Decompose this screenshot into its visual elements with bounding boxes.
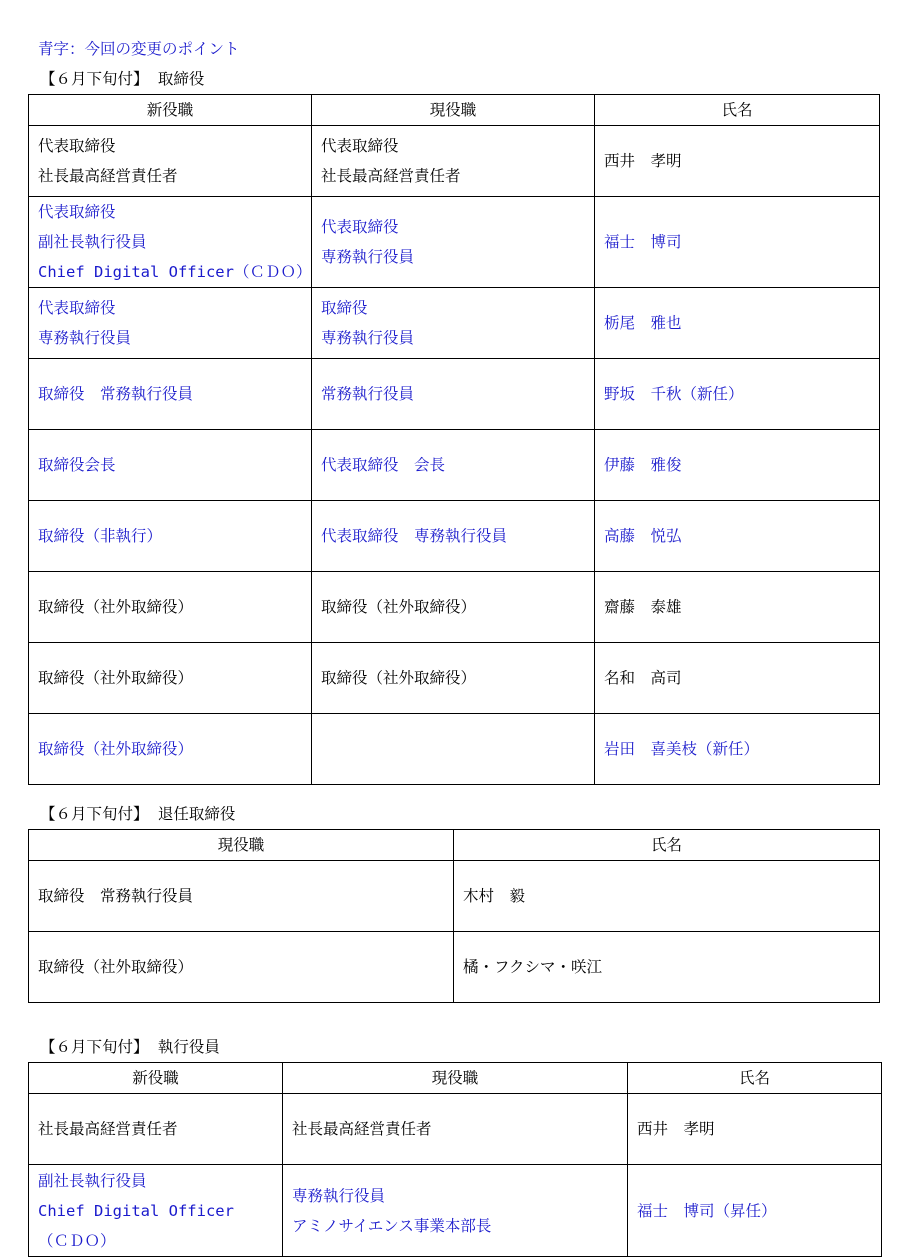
new-position-cell: [29, 501, 312, 572]
new-position-cell: [29, 643, 312, 714]
current-position-cell-line: 専務執行役員: [321, 248, 415, 266]
new-position-cell-line: 取締役会長: [38, 456, 116, 474]
name-cell-line: 齋藤 泰雄: [604, 598, 682, 616]
table-row: [29, 861, 880, 932]
new-position-cell-line: Chief Digital Officer（ＣＤＯ）: [38, 263, 312, 281]
current-position-cell: [312, 714, 595, 785]
board-heading: 【６月下旬付】 取締役: [40, 70, 205, 88]
current-position-cell: [312, 126, 595, 197]
current-position-cell-line: 代表取締役 専務執行役員: [321, 527, 508, 545]
new-position-cell-line: 取締役（非執行）: [38, 527, 163, 545]
name-cell: [595, 714, 880, 785]
retiring-header-row: [29, 830, 880, 861]
retiring-heading: 【６月下旬付】 退任取締役: [40, 805, 236, 823]
current-position-cell-line: 代表取締役: [321, 137, 399, 155]
new-position-cell-line: 副社長執行役員: [38, 1171, 147, 1190]
new-position-cell: [29, 288, 312, 359]
name-cell-line: 野坂 千秋（新任）: [604, 385, 744, 403]
name-cell-line: 栃尾 雅也: [604, 314, 682, 332]
header-current-position: 現役職: [312, 95, 595, 126]
current-position-cell: [29, 932, 454, 1003]
name-cell: [628, 1165, 882, 1257]
new-position-cell-line: 取締役（社外取締役）: [38, 740, 194, 758]
officers-table: [28, 1062, 882, 1257]
name-cell: [595, 197, 880, 288]
current-position-cell-line: 常務執行役員: [321, 385, 415, 403]
new-position-cell-line: Chief Digital Officer: [38, 1201, 234, 1220]
name-cell: [595, 572, 880, 643]
table-row: [29, 1165, 882, 1257]
officers-header-row: [29, 1063, 882, 1094]
current-position-cell: [312, 288, 595, 359]
name-cell-line: 福士 博司: [604, 233, 682, 251]
table-row: [29, 359, 880, 430]
new-position-cell-line: 代表取締役: [38, 299, 116, 317]
name-cell-line: 西井 孝明: [637, 1120, 715, 1138]
table-row: [29, 501, 880, 572]
new-position-cell-line: 取締役（社外取締役）: [38, 598, 194, 616]
current-position-cell-line: アミノサイエンス事業本部長: [292, 1216, 492, 1235]
header-name: 氏名: [595, 95, 880, 126]
current-position-cell-line: 取締役（社外取締役）: [321, 598, 477, 616]
current-position-cell-line: 社長最高経営責任者: [292, 1120, 432, 1138]
name-cell-line: 伊藤 雅俊: [604, 456, 682, 474]
current-position-cell: [312, 359, 595, 430]
new-position-cell: [29, 197, 312, 288]
new-position-cell-line: 取締役 常務執行役員: [38, 385, 194, 403]
table-row: [29, 288, 880, 359]
new-position-cell: [29, 126, 312, 197]
current-position-cell-line: 専務執行役員: [321, 329, 415, 347]
current-position-cell-line: 取締役（社外取締役）: [38, 958, 194, 976]
header-name: 氏名: [628, 1063, 882, 1094]
name-cell-line: 名和 高司: [604, 669, 682, 687]
table-row: [29, 430, 880, 501]
new-position-cell: [29, 714, 312, 785]
current-position-cell: [312, 197, 595, 288]
new-position-cell: [29, 359, 312, 430]
current-position-cell-line: 代表取締役: [321, 218, 399, 236]
new-position-cell-line: 取締役（社外取締役）: [38, 669, 194, 687]
header-name: 氏名: [454, 830, 880, 861]
current-position-cell: [312, 572, 595, 643]
name-cell: [595, 359, 880, 430]
new-position-cell: [29, 572, 312, 643]
board-table: [28, 94, 880, 785]
new-position-cell-line: （ＣＤＯ）: [38, 1231, 116, 1250]
new-position-cell-line: 社長最高経営責任者: [38, 1120, 178, 1138]
table-row: [29, 126, 880, 197]
name-cell: [595, 643, 880, 714]
current-position-cell-line: 取締役（社外取締役）: [321, 669, 477, 687]
name-cell: [595, 288, 880, 359]
name-cell: [595, 126, 880, 197]
current-position-cell: [283, 1094, 628, 1165]
name-cell-line: 西井 孝明: [604, 152, 682, 170]
name-cell: [628, 1094, 882, 1165]
current-position-cell: [312, 501, 595, 572]
header-current-position: 現役職: [29, 830, 454, 861]
current-position-cell: [29, 861, 454, 932]
current-position-cell-line: 取締役: [321, 299, 368, 317]
new-position-cell: [29, 1094, 283, 1165]
name-cell: [454, 932, 880, 1003]
name-cell-line: 橘・フクシマ・咲江: [463, 958, 603, 976]
current-position-cell: [312, 430, 595, 501]
name-cell-line: 木村 毅: [463, 887, 526, 905]
header-new-position: 新役職: [29, 95, 312, 126]
retiring-table: [28, 829, 880, 1003]
name-cell: [595, 430, 880, 501]
new-position-cell: [29, 1165, 283, 1257]
name-cell: [454, 861, 880, 932]
name-cell-line: 高藤 悦弘: [604, 527, 682, 545]
name-cell-line: 岩田 喜美枝（新任）: [604, 740, 760, 758]
current-position-cell: [283, 1165, 628, 1257]
current-position-cell-line: 代表取締役 会長: [321, 456, 446, 474]
table-row: [29, 643, 880, 714]
new-position-cell-line: 社長最高経営責任者: [38, 167, 178, 185]
new-position-cell-line: 副社長執行役員: [38, 233, 147, 251]
new-position-cell: [29, 430, 312, 501]
board-header-row: [29, 95, 880, 126]
new-position-cell-line: 代表取締役: [38, 203, 116, 221]
table-row: [29, 197, 880, 288]
header-current-position: 現役職: [283, 1063, 628, 1094]
color-legend: 青字：今回の変更のポイント: [38, 40, 240, 58]
table-row: [29, 1094, 882, 1165]
table-row: [29, 932, 880, 1003]
officers-heading: 【６月下旬付】 執行役員: [40, 1038, 220, 1056]
current-position-cell-line: 専務執行役員: [292, 1186, 386, 1205]
current-position-cell-line: 社長最高経営責任者: [321, 167, 461, 185]
new-position-cell-line: 専務執行役員: [38, 329, 132, 347]
current-position-cell-line: 取締役 常務執行役員: [38, 887, 194, 905]
name-cell: [595, 501, 880, 572]
name-cell-line: 福士 博司（昇任）: [637, 1201, 777, 1220]
table-row: [29, 714, 880, 785]
header-new-position: 新役職: [29, 1063, 283, 1094]
current-position-cell: [312, 643, 595, 714]
new-position-cell-line: 代表取締役: [38, 137, 116, 155]
table-row: [29, 572, 880, 643]
